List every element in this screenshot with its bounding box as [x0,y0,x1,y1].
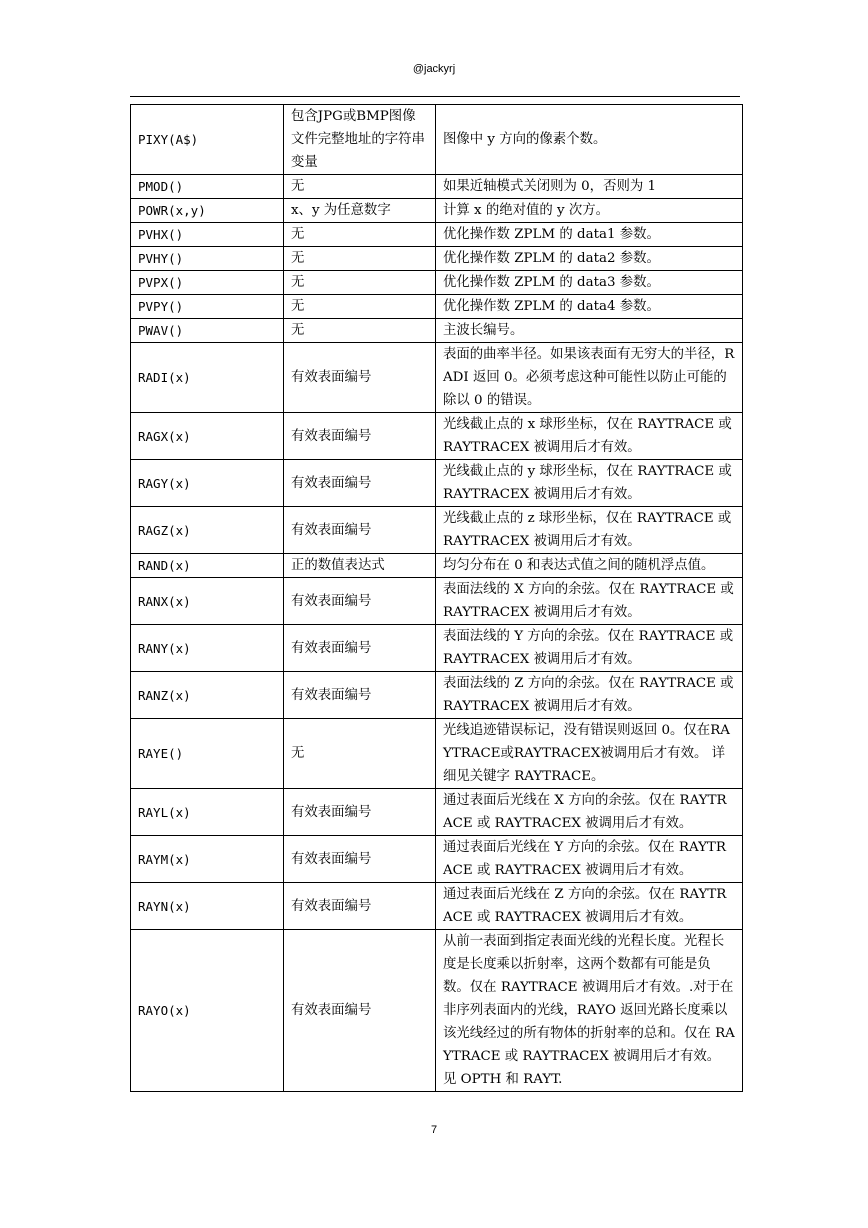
description-cell: 通过表面后光线在 Y 方向的余弦。仅在 RAYTRACE 或 RAYTRACEX 被调用后才有效。 [436,836,743,883]
argument-cell: 正的数值表达式 [284,554,436,578]
argument-cell: 有效表面编号 [284,507,436,554]
description-cell: 光线截止点的 x 球形坐标，仅在 RAYTRACE 或 RAYTRACEX 被调用后才有效。 [436,413,743,460]
description-cell: 如果近轴模式关闭则为 0，否则为 1 [436,175,743,199]
table-row [131,554,743,578]
table-row [131,836,743,883]
function-name-cell: RAYN(x) [131,883,284,930]
page-number: 7 [430,1124,438,1136]
table-row [131,223,743,247]
argument-cell: 无 [284,319,436,343]
table-row [131,199,743,223]
function-name-cell: PVHX() [131,223,284,247]
description-cell: 优化操作数 ZPLM 的 data4 参数。 [436,295,743,319]
table-row [131,672,743,719]
argument-cell: 有效表面编号 [284,343,436,413]
function-name-cell: PVPY() [131,295,284,319]
description-cell: 表面法线的 Z 方向的余弦。仅在 RAYTRACE 或 RAYTRACEX 被调用后才有效。 [436,672,743,719]
description-cell: 光线截止点的 z 球形坐标，仅在 RAYTRACE 或 RAYTRACEX 被调用后才有效。 [436,507,743,554]
table-row [131,789,743,836]
description-cell: 图像中 y 方向的像素个数。 [436,105,743,175]
description-cell: 表面的曲率半径。如果该表面有无穷大的半径，RADI 返回 0。必须考虑这种可能性以防止可能的除以 0 的错误。 [436,343,743,413]
argument-cell: 有效表面编号 [284,672,436,719]
function-name-cell: PVPX() [131,271,284,295]
function-name-cell: RAGZ(x) [131,507,284,554]
argument-cell: 有效表面编号 [284,836,436,883]
argument-cell: 有效表面编号 [284,578,436,625]
table-row [131,175,743,199]
table-row [131,460,743,507]
function-name-cell: PIXY(A$) [131,105,284,175]
argument-cell: 有效表面编号 [284,460,436,507]
table-row [131,295,743,319]
argument-cell: 有效表面编号 [284,930,436,1092]
description-cell: 光线截止点的 y 球形坐标，仅在 RAYTRACE 或 RAYTRACEX 被调用后才有效。 [436,460,743,507]
argument-cell: 无 [284,223,436,247]
description-cell: 主波长编号。 [436,319,743,343]
table-row [131,578,743,625]
function-name-cell: RADI(x) [131,343,284,413]
function-name-cell: PMOD() [131,175,284,199]
description-cell: 通过表面后光线在 Z 方向的余弦。仅在 RAYTRACE 或 RAYTRACEX 被调用后才有效。 [436,883,743,930]
table-row [131,883,743,930]
function-name-cell: RAYM(x) [131,836,284,883]
description-cell: 优化操作数 ZPLM 的 data2 参数。 [436,247,743,271]
function-name-cell: PWAV() [131,319,284,343]
description-cell: 通过表面后光线在 X 方向的余弦。仅在 RAYTRACE 或 RAYTRACEX 被调用后才有效。 [436,789,743,836]
description-cell: 表面法线的 Y 方向的余弦。仅在 RAYTRACE 或 RAYTRACEX 被调用后才有效。 [436,625,743,672]
table-row [131,105,743,175]
description-cell: 光线追迹错误标记，没有错误则返回 0。仅在RAYTRACE或RAYTRACEX被调用后才有效。 详细见关键字 RAYTRACE。 [436,719,743,789]
description-cell: 表面法线的 X 方向的余弦。仅在 RAYTRACE 或 RAYTRACEX 被调用后才有效。 [436,578,743,625]
table-row [131,247,743,271]
function-name-cell: RAGX(x) [131,413,284,460]
argument-cell: x、y 为任意数字 [284,199,436,223]
function-name-cell: RANZ(x) [131,672,284,719]
function-name-cell: POWR(x,y) [131,199,284,223]
function-name-cell: RAYL(x) [131,789,284,836]
argument-cell: 有效表面编号 [284,789,436,836]
function-name-cell: RAGY(x) [131,460,284,507]
table-row [131,271,743,295]
function-name-cell: RAND(x) [131,554,284,578]
argument-cell: 有效表面编号 [284,625,436,672]
description-cell: 从前一表面到指定表面光线的光程长度。光程长度是长度乘以折射率，这两个数都有可能是负数。仅在 RAYTRACE 被调用后才有效。.对于在非序列表面内的光线，RAYO 返回光路长度乘以该光线经过的所有物体的折射率的总和。仅在 RAYTRACE 或 RAYTRACEX 被调用后才有效。 见 OPTH 和 RAYT. [436,930,743,1092]
function-name-cell: RANX(x) [131,578,284,625]
description-cell: 优化操作数 ZPLM 的 data1 参数。 [436,223,743,247]
description-cell: 优化操作数 ZPLM 的 data3 参数。 [436,271,743,295]
function-table [130,104,743,1092]
table-row [131,319,743,343]
table-row [131,625,743,672]
function-name-cell: PVHY() [131,247,284,271]
argument-cell: 无 [284,175,436,199]
argument-cell: 无 [284,247,436,271]
function-name-cell: RAYE() [131,719,284,789]
table-row [131,930,743,1092]
table-row [131,343,743,413]
table-row [131,507,743,554]
argument-cell: 包含JPG或BMP图像文件完整地址的字符串变量 [284,105,436,175]
function-name-cell: RANY(x) [131,625,284,672]
argument-cell: 无 [284,271,436,295]
table-row [131,719,743,789]
argument-cell: 有效表面编号 [284,883,436,930]
page-header: @jackyrj [412,63,456,75]
description-cell: 计算 x 的绝对值的 y 次方。 [436,199,743,223]
header-divider [130,96,740,97]
argument-cell: 无 [284,295,436,319]
argument-cell: 有效表面编号 [284,413,436,460]
function-name-cell: RAYO(x) [131,930,284,1092]
argument-cell: 无 [284,719,436,789]
description-cell: 均匀分布在 0 和表达式值之间的随机浮点值。 [436,554,743,578]
table-row [131,413,743,460]
